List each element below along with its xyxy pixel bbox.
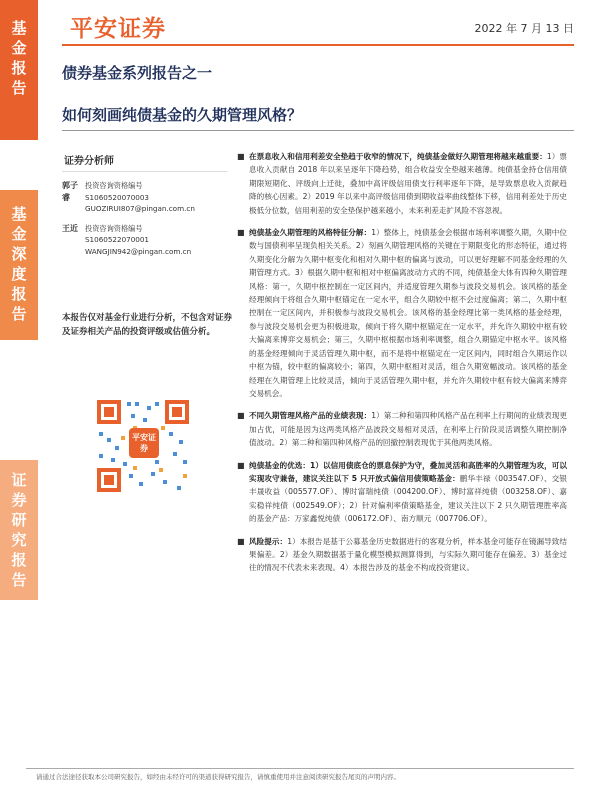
sidebar-char: 究 [11, 531, 27, 549]
report-series: 债券基金系列报告之一 [62, 64, 213, 82]
paragraph-body: 1）本报告是基于公募基金历史数据进行的客观分析，样本基金可能存在镜漏导致结果偏差。2）基金久期数据基于量化模型模拟测算得到，与实际久期可能存在偏差。3）基金过往的情况不代表未来表现。4）本报告涉及的基金不构成投资建议。 [249, 536, 568, 573]
sidebar-char: 券 [11, 491, 27, 509]
sidebar-char: 深 [11, 245, 27, 263]
sidebar-char: 告 [11, 305, 27, 323]
sidebar-char: 研 [11, 511, 27, 529]
sidebar-block-fund-report [0, 0, 38, 140]
sidebar-block-deep-report [0, 190, 38, 340]
qr-code[interactable] [93, 396, 193, 496]
sidebar-char: 报 [11, 285, 27, 303]
footer-divider [26, 768, 574, 769]
paragraph-body: 1）整体上，纯债基金会根据市场利率调整久期，久期中位数与国债利率呈现负相关关系。2）刻画久期管理风格的关键在于期限变化的形态特征，通过将久期变化分解为久期中枢变化和相对久期中枢的偏离与波动，可以更好理解不同基金经理的久期管理方式。3）根据久期中枢和相对中枢偏离波动方式的不同，纯债基金大体有四种久期管理风格：第一，久期中枢控制在一定区间内，并适度管理久期参与波段交易机会。该风格的基金经理倾向于将组合久期中枢锚定在一定水平，组合久期较中枢不会过度偏离；第二，久期中枢控制在一定区间内，并积极参与波段交易机会。该风格的基金经理比第一类风格的基金经理，参与波段交易机会更为积极进取，倾向于将久期中枢锚定在一定水平，并允许久期较中枢有较大偏离来博弈交易机会；第三，久期中枢根据市场利率调整，组合久期锚定中枢水平。该风格的基金经理倾向于灵活管理久期中枢，而不是将中枢锚定在一定区间内，同时组合久期运作以中枢为锚，较中枢的偏离较小；第四，久期中枢相对灵活，组合久期宽幅波动。该风格的基金经理在久期管理上比较灵活，倾向于灵活管理久期中枢，并允许久期较中枢有较大偏离来博弈交易机会。 [249, 228, 567, 398]
analyst-entry [62, 223, 227, 258]
paragraph-lead: 纯债基金的优选：1）以信用债底仓的票息保护为守，叠加灵活和高胜率的久期管理为攻，可以实现攻守兼备，建议关注以下 5 只开放式偏信用债策略基金： [249, 460, 567, 483]
analyst-name: 郭子睿 [62, 181, 78, 202]
sidebar-char: 度 [11, 265, 27, 283]
report-title: 如何刻画纯债基金的久期管理风格？ [62, 106, 303, 124]
analyst-info [85, 180, 227, 215]
paragraph-lead: 在票息收入和信用利差安全垫趋于收窄的情况下，纯债基金做好久期管理将越来越重要： [249, 152, 547, 161]
analyst-name: 王近 [62, 223, 78, 233]
sidebar-char: 证 [11, 471, 27, 489]
analyst-cert-label: 投资咨询资格编号 [85, 181, 143, 190]
summary-paragraph [237, 535, 567, 575]
analyst-info [85, 223, 227, 258]
paragraph-body: 1）第二种和第四种风格产品在利率上行期间的业绩表现更加占优，可能是因为这两类风格产品波段交易相对灵活，在利率上行阶段灵活调整久期控制净值波动。2）第二种和第四种风格产品的回撤控制表现优于其他两类风格。 [249, 411, 567, 448]
qr-logo-badge: 平安证券 [129, 428, 159, 458]
bullet-square-icon: ■ [237, 152, 245, 161]
logo-text: 平安证券 [70, 15, 166, 42]
bullet-square-icon: ■ [237, 411, 245, 421]
paragraph-lead: 纯债基金久期管理的风格特征分解： [249, 228, 372, 238]
sidebar [0, 0, 38, 800]
summary-paragraph [237, 459, 567, 526]
sidebar-char: 金 [11, 39, 27, 57]
report-date: 2022 年 7 月 13 日 [474, 22, 574, 35]
sidebar-char: 金 [11, 225, 27, 243]
sidebar-char: 告 [11, 79, 27, 97]
analyst-section-label: 证券分析师 [62, 148, 227, 172]
paragraph-lead: 风险提示： [249, 536, 288, 546]
analyst-entry [62, 180, 227, 215]
sidebar-char: 基 [11, 19, 27, 37]
sidebar-char: 基 [11, 205, 27, 223]
summary-paragraph [237, 226, 567, 400]
analyst-email[interactable]: WANGJIN942@pingan.com.cn [85, 246, 192, 256]
sidebar-char: 报 [11, 551, 27, 569]
analyst-cert-number: S1060522070001 [85, 235, 150, 244]
sidebar-char: 报 [11, 59, 27, 77]
analyst-cert-number: S1060520070003 [85, 192, 150, 202]
scope-disclaimer: 本报告仅对基金行业进行分析，不包含对证券及证券相关产品的投资评级或估值分析。 [62, 313, 233, 337]
analyst-cert-label: 投资咨询资格编号 [85, 223, 143, 233]
paragraph-body: 1）票息收入贡献自 2018 年以来呈逐年下降趋势，组合收益安全垫越来越薄。纯债基金持仓信用债期限短期化、评级向上迁徙，叠加中高评级信用债支行利率逐年下降，是导致票息收入贡献趋降的核心因素。2）2019 年以来中高评级信用债到期收益率曲线整体下移，信用利差处于历史极低分位数，信用利差的安全垫保护越来越小，未来利差走扩风险不容忽视。 [249, 152, 567, 215]
sidebar-block-research-report [0, 460, 38, 600]
bullet-square-icon: ■ [237, 460, 245, 470]
footer-notice: 请通过合法途径获取本公司研究报告，如经由未经许可的渠道获得研究报告，请慎重使用并注意阅读研究报告尾页的声明内容。 [36, 773, 400, 781]
analyst-panel [62, 140, 227, 257]
summary-paragraph [237, 150, 567, 217]
summary-paragraph [237, 409, 567, 449]
sidebar-char: 告 [11, 571, 27, 589]
bullet-square-icon: ■ [237, 228, 245, 238]
title-divider [62, 130, 574, 131]
paragraph-lead: 不同久期管理风格产品的业绩表现： [249, 411, 372, 421]
company-logo [70, 10, 166, 42]
bullet-square-icon: ■ [237, 536, 245, 546]
analyst-email[interactable]: GUOZIRUI807@pingan.com.cn [85, 204, 195, 213]
paragraph-body: 鹏华丰禄（003547.OF）、交银丰晟收益（005577.OF）、博时富瑞纯债（004200.OF）、博时富祥纯债（003258.OF）、嘉实稳祥纯债（002549.OF）；2）针对偏利率债策略基金，建议关注以下 2 只久期管理胜率高的基金产品：万家鑫悦纯债（006172.OF）、南方顺元（007706.OF）。 [249, 473, 567, 524]
summary-section [237, 150, 567, 584]
header-divider [62, 44, 574, 46]
